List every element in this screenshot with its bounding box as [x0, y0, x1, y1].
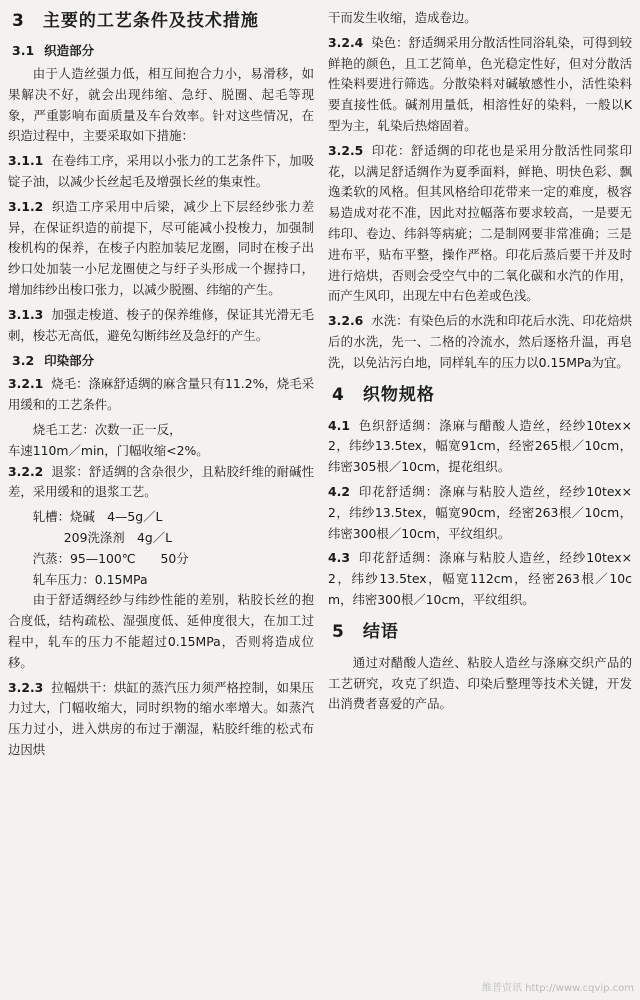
paragraph-4-1: 4.1 色织舒适绸：涤麻与醋酸人造丝，经纱10tex×2，纬纱13.5tex，幅宽91cm，经密265根／10cm，纬密305根／10cm，提花组织。: [328, 417, 632, 475]
detergent-line: 209洗涤剂 4g／L: [63, 529, 173, 545]
paragraph-3-2-3-cont: 干而发生收缩，造成卷边。: [328, 10, 477, 25]
singeing-process-line: 烧毛工艺：次数一正一反，: [32, 421, 182, 437]
paragraph-3-2-2: 3.2.2 退浆：舒适绸的含杂很少，且粘胶纤维的耐碱性差，采用缓和的退浆工艺。: [8, 463, 314, 500]
paragraph-3-2-6: 3.2.6 水洗：有染色后的水洗和印花后水洗、印花焙烘后的水洗，先一、二格的冷流水，然后逐格升温，再皂洗，以免沾污白地，同样轧车的压力以0.15MPa为宜。: [328, 313, 632, 370]
paragraph-3-2-4: 3.2.4 染色：舒适绸采用分散活性同浴轧染，可得到较鲜艳的颜色，且工艺简单，色光稳定性好，但对分散活性染料要进行筛选。分散染料对碱敏感性小，活性染料要直接性低。碱剂用量低，相溶性好的染料，一般以K型为主，轧染后热熔固着。: [328, 34, 632, 133]
paragraph-4-2: 4.2 印花舒适绸：涤麻与粘胶人造丝，经纱10tex×2，纬纱13.5tex，幅宽90cm，经密263根／10cm，纬密300根／10cm，平纹组织。: [328, 483, 632, 541]
steaming-line: 汽蒸：95—100℃ 50分: [32, 550, 189, 566]
paragraph-3-2-1: 3.2.1 烧毛：涤麻舒适绸的麻含量只有11.2%，烧毛采用缓和的工艺条件。: [8, 376, 314, 413]
section-3-2-heading: 3.2 印染部分: [12, 353, 95, 369]
paragraph-3-1-3: 3.1.3 加强走梭道、梭子的保养维修，保证其光滑无毛刺，梭芯无高低，避免勾断纬丝及急纡的产生。: [8, 306, 314, 343]
paragraph-3-1-2: 3.1.2 织造工序采用中后梁，减少上下层经纱张力差异，在保证织造的前提下，尽可能减小投梭力，加强制梭机构的保养，在梭子内腔加装尼龙圈，同时在梭子出纱口处加装一小尼龙圈使之与纡子头形成一个握持口，增加纬纱出梭口张力，以减少脱圈、纬缩的产生。: [8, 198, 314, 297]
section-3-heading: 3 主要的工艺条件及技术措施: [12, 11, 259, 31]
paragraph-3-2-5: 3.2.5 印花：舒适绸的印花也是采用分散活性同浆印花，以满足舒适绸作为夏季面料，鲜艳、明快色彩、飘逸柔软的风格。但其风格给印花带来一定的难度，极容易造成对花不准，因此对拉幅落布要求较高，一是要无纬印、卷边、纬斜等病疵；二是制网要非常准确；三是进布平，贴布平整，操作严格。印花后蒸后要干并及时进行焙烘，否则会受空气中的二氧化碳和水汽的作用，而产生风印，出现左中右色差或色浅。: [328, 142, 632, 304]
paragraph-5: 通过对醋酸人造丝、粘胶人造丝与涤麻交织产品的工艺研究，攻克了织造、印染后整理等技术关键，开发出消费者喜爱的产品。: [328, 654, 632, 712]
paragraph-3-1: 由于人造丝强力低，相互间抱合力小，易滑移，如果解决不好，就会出现纬缩、急纡、脱圈、起毛等现象，严重影响布面质量及车台效率。针对这些情况，在织造过程中，主要采取如下措施：: [8, 66, 314, 144]
paragraph-3-1-1: 3.1.1 在卷纬工序，采用以小张力的工艺条件下，加吸锭子油，以减少长丝起毛及增强长丝的集束性。: [8, 153, 314, 189]
section-5-heading: 5 结语: [332, 621, 399, 642]
roller-pressure-line: 轧车压力：0.15MPa: [32, 571, 148, 587]
padding-bath-line: 轧槽：烧碱 4—5g／L: [32, 509, 163, 525]
right-column: [328, 8, 632, 719]
paragraph-3-2-2-cont: 由于舒适绸经纱与纬纱性能的差别，粘胶长丝的抱合度低，结构疏松、湿强度低、延伸度很大，在加工过程中，轧车的压力不能超过0.15MPa，否则将造成位移。: [8, 592, 314, 670]
paragraph-4-3: 4.3 印花舒适绸：涤麻与粘胶人造丝，经纱10tex×2，纬纱13.5tex，幅宽112cm，经密263根／10cm，纬密300根／10cm，平纹组织。: [328, 550, 632, 607]
singeing-speed-line: 车速110m／min，门幅收缩<2%。: [8, 442, 209, 458]
left-column: [8, 8, 314, 765]
watermark: 维普资讯 http://www.cqvip.com: [481, 983, 634, 994]
section-3-1-heading: 3.1 织造部分: [12, 43, 95, 58]
paragraph-3-2-3: 3.2.3 拉幅烘干：烘缸的蒸汽压力须严格控制，如果压力过大，门幅收缩大，同时织物的缩水率增大。如蒸汽压力过小，进入烘房的布过于潮湿，粘胶纤维的松式布边因烘: [8, 679, 314, 757]
section-4-heading: 4 织物规格: [332, 384, 435, 405]
